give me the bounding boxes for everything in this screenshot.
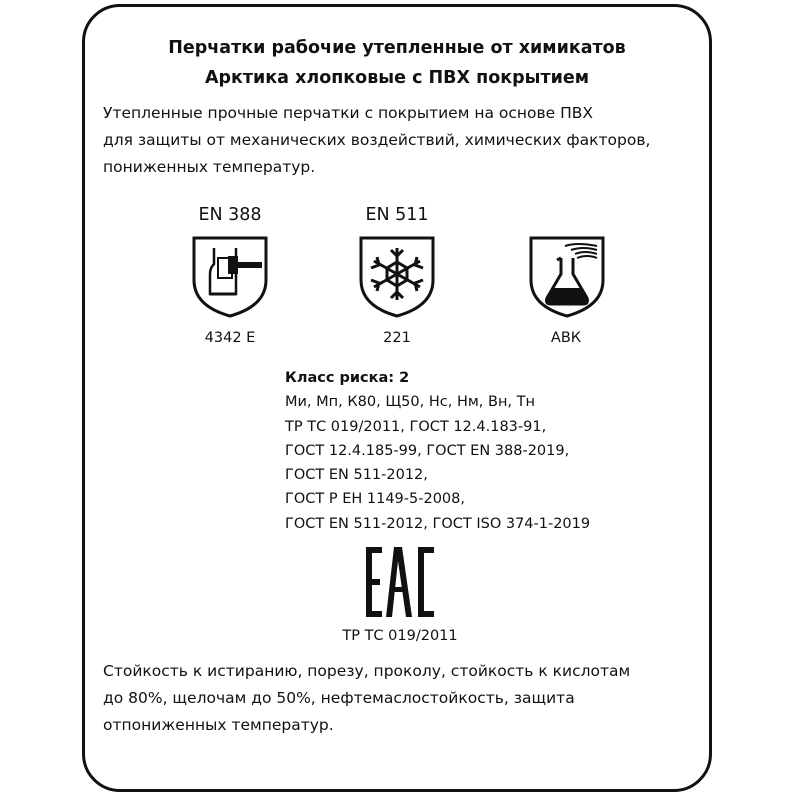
standard-en388-value: 4342 E	[204, 330, 256, 346]
chemical-flask-shield-icon	[527, 234, 607, 319]
product-title-line-1: Перчатки рабочие утепленные от химикатов	[168, 38, 626, 58]
standard-en388-label: EN 388	[198, 205, 262, 225]
footer-line-2: до 80%, щелочам до 50%, нефтемаслостойкость, защита	[103, 689, 575, 707]
footer-line-3: отпониженных температур.	[103, 716, 334, 734]
description-line-2: для защиты от механических воздействий, химических факторов,	[103, 131, 651, 149]
eac-certification-mark	[366, 547, 434, 617]
risk-class: Класс риска: 2	[285, 370, 410, 386]
spec-line: ТР ТС 019/2011, ГОСТ 12.4.183-91,	[285, 418, 547, 435]
standard-chemical-value: АВК	[550, 330, 582, 346]
spec-line: ГОСТ EN 511-2012, ГОСТ ISO 374-1-2019	[285, 515, 591, 532]
snowflake-shield-icon	[357, 234, 437, 319]
product-title-line-2: Арктика хлопковые с ПВХ покрытием	[204, 68, 590, 88]
footer-line-1: Стойкость к истиранию, порезу, проколу, стойкость к кислотам	[103, 662, 631, 680]
hammer-glove-shield-icon	[190, 234, 270, 319]
description-line-1: Утепленные прочные перчатки с покрытием на основе ПВХ	[103, 104, 594, 122]
spec-line: ГОСТ Р ЕН 1149-5-2008,	[285, 491, 465, 508]
description-line-3: пониженных температур.	[103, 158, 316, 176]
eac-caption: ТР ТС 019/2011	[342, 628, 458, 644]
standard-en511-value: 221	[383, 330, 411, 346]
spec-line: ГОСТ EN 511-2012,	[285, 467, 428, 484]
spec-line: Ми, Мп, К80, Щ50, Нс, Нм, Вн, Тн	[285, 394, 535, 411]
specifications-block	[285, 366, 590, 536]
standard-en511-label: EN 511	[365, 205, 429, 225]
spec-line: ГОСТ 12.4.185-99, ГОСТ EN 388-2019,	[285, 442, 570, 459]
